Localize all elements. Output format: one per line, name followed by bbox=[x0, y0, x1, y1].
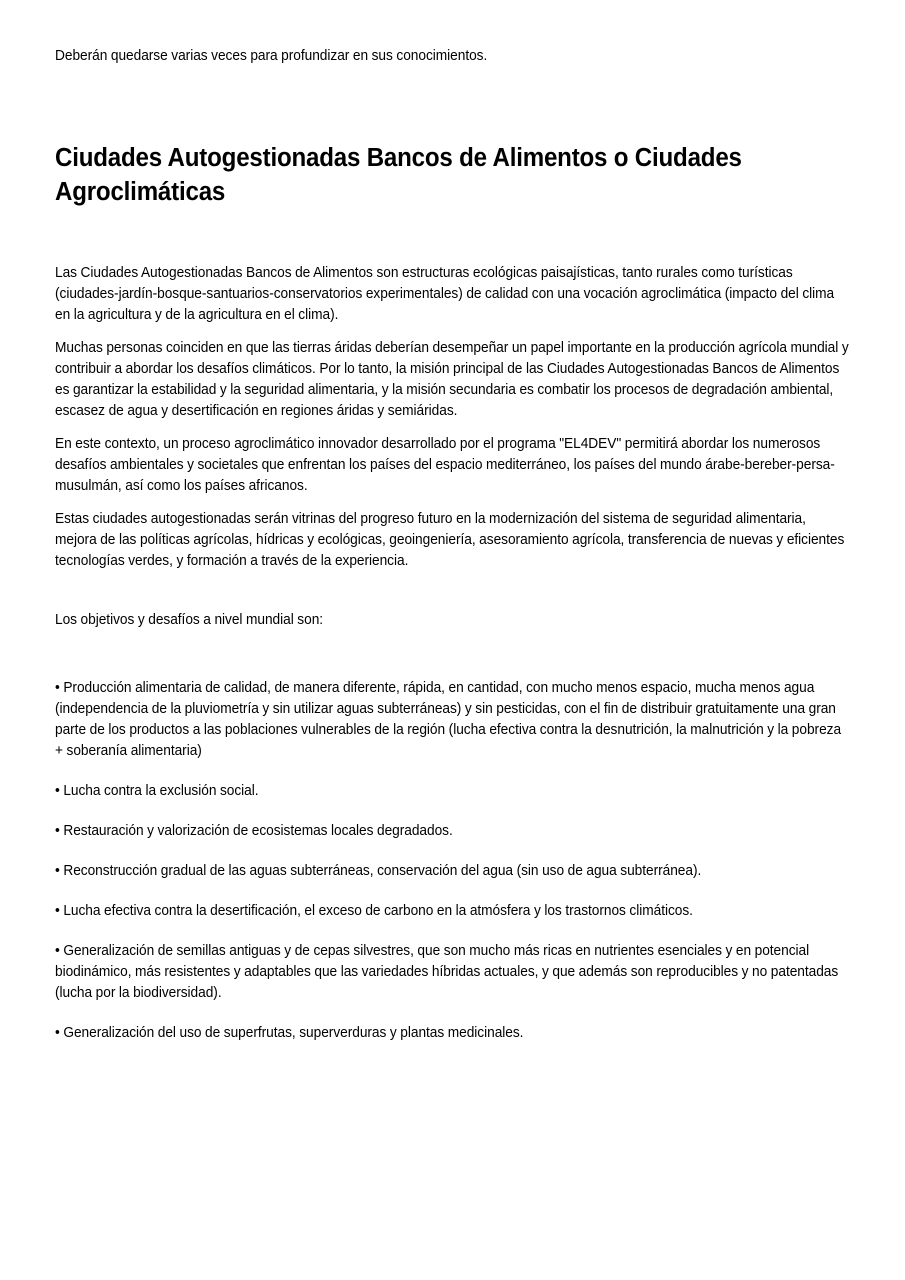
bullet-item: • Lucha efectiva contra la desertificación, el exceso de carbono en la atmósfera y los trastornos climáticos. bbox=[55, 903, 693, 919]
spacer-bullet-4 bbox=[55, 882, 850, 901]
bullet-item: • Lucha contra la exclusión social. bbox=[55, 783, 259, 799]
spacer-bullet-3 bbox=[55, 842, 850, 861]
body-paragraph-4: Estas ciudades autogestionadas serán vitrinas del progreso futuro en la modernización del sistema de seguridad alimentaria, mejora de las políticas agrícolas, hídricas y ecológicas, geoingeniería, asesoramiento agrícola, transferencia de nuevas y eficientes tecnologías verdes, y formación a través de la experiencia. bbox=[55, 511, 845, 569]
spacer-paragraph-1 bbox=[55, 326, 850, 338]
body-paragraph-2: Muchas personas coinciden en que las tierras áridas deberían desempeñar un papel importante en la producción agrícola mundial y contribuir a abordar los desafíos climáticos. Por lo tanto, la misión principal de las Ciudades Autogestionadas Bancos de Alimentos es garantizar la estabilidad y la seguridad alimentaria, y la misión secundaria es combatir los procesos de degradación ambiental, escasez de agua y desertificación en regiones áridas y semiáridas. bbox=[55, 340, 849, 419]
bullet-item: • Restauración y valorización de ecosistemas locales degradados. bbox=[55, 823, 453, 839]
spacer-bullet-2 bbox=[55, 802, 850, 821]
bullet-item: • Reconstrucción gradual de las aguas subterráneas, conservación del agua (sin uso de agua subterránea). bbox=[55, 863, 702, 879]
page-title: Ciudades Autogestionadas Bancos de Alimentos o Ciudades Agroclimáticas bbox=[55, 144, 742, 206]
bullet-item: • Producción alimentaria de calidad, de manera diferente, rápida, en cantidad, con mucho menos espacio, mucha menos agua (independencia de la pluviometría y sin utilizar aguas subterráneas) y sin pesticidas, con el fin de distribuir gratuitamente una gran parte de los productos a las poblaciones vulnerables de la región (lucha efectiva contra la desnutrición, la malnutrición y la pobreza + soberanía alimentaria) bbox=[55, 680, 842, 759]
spacer-bullet-1 bbox=[55, 762, 850, 781]
bullet-item: • Generalización de semillas antiguas y de cepas silvestres, que son mucho más ricas en nutrientes esenciales y en potencial biodinámico, más resistentes y adaptables que las variedades híbridas actuales, y que además son reproducibles y no patentadas (lucha por la biodiversidad). bbox=[55, 943, 839, 1001]
spacer-paragraph-2 bbox=[55, 422, 850, 434]
spacer-paragraph-3 bbox=[55, 497, 850, 509]
objectives-lead-in: Los objetivos y desafíos a nivel mundial son: bbox=[55, 612, 324, 628]
spacer-after-intro bbox=[55, 67, 850, 141]
spacer-after-lead-in bbox=[55, 631, 850, 678]
body-paragraph-1: Las Ciudades Autogestionadas Bancos de Alimentos son estructuras ecológicas paisajísticas, tanto rurales como turísticas (ciudades-jardín-bosque-santuarios-conservatorios experimentales) de calidad con una vocación agroclimática (impacto del clima en la agricultura y de la agricultura en el clima). bbox=[55, 265, 835, 323]
spacer-before-lead-in bbox=[55, 572, 850, 610]
spacer-bullet-5 bbox=[55, 922, 850, 941]
bullet-item: • Generalización del uso de superfrutas, superverduras y plantas medicinales. bbox=[55, 1025, 524, 1041]
body-paragraph-3: En este contexto, un proceso agroclimático innovador desarrollado por el programa "EL4DEV" permitirá abordar los numerosos desafíos ambientales y societales que enfrentan los países del espacio mediterráneo, los países del mundo árabe-bereber-persa-musulmán, así como los países africanos. bbox=[55, 436, 835, 494]
document-body bbox=[55, 46, 850, 1044]
intro-paragraph: Deberán quedarse varias veces para profundizar en sus conocimientos. bbox=[55, 48, 488, 64]
spacer-after-heading bbox=[55, 209, 850, 263]
spacer-bullet-6 bbox=[55, 1004, 850, 1023]
